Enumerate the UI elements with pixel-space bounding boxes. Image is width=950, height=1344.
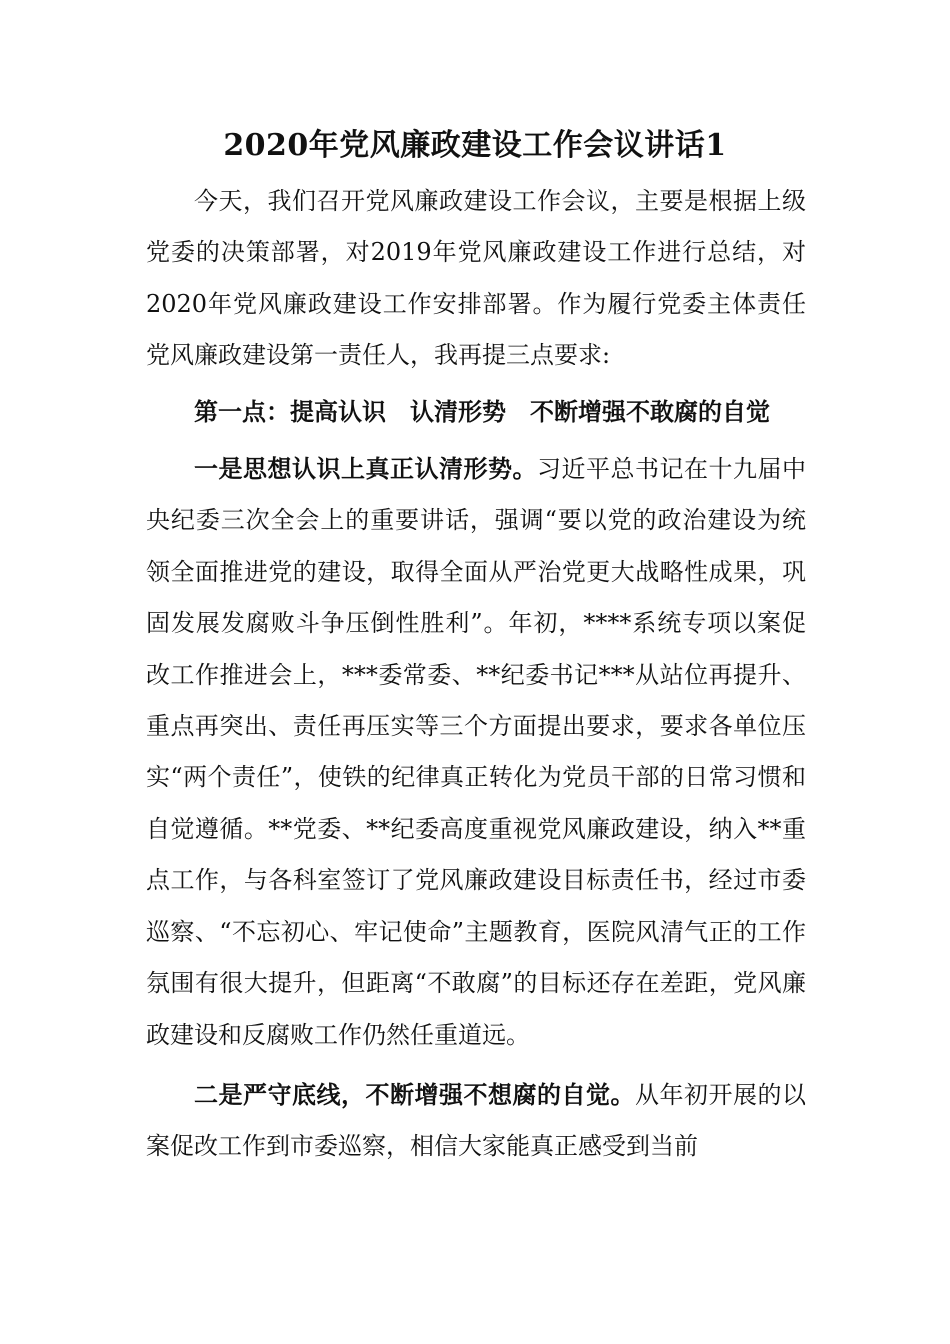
- point-two-text: 从年初开展的以案促改工作到市委巡察，相信大家能真正感受到当前: [146, 1080, 806, 1161]
- document-body: [146, 176, 806, 1173]
- point-two-paragraph: [146, 1069, 806, 1173]
- point-two-lead: 二是严守底线，不断增强不想腐的自觉。: [194, 1079, 635, 1109]
- point-one-paragraph: [146, 443, 806, 1061]
- section-heading: 第一点：提高认识 认清形势 不断增强不敢腐的自觉: [194, 396, 770, 426]
- document-title: 2020年党风廉政建设工作会议讲话1: [223, 128, 727, 163]
- point-one-text: 习近平总书记在十九届中央纪委三次全会上的重要讲话，强调“要以党的政治建设为统领全面推进党的建设，取得全面从严治党更大战略性成果，巩固发展发腐败斗争压倒性胜利”。年初，****系统专项以案促改工作推进会上，***委常委、**纪委书记***从站位再提升、重点再突出、责任再压实等三个方面提出要求，要求各单位压实“两个责任”，使铁的纪律真正转化为党员干部的日常习惯和自觉遵循。**党委、**纪委高度重视党风廉政建设，纳入**重点工作，与各科室签订了党风廉政建设目标责任书，经过市委巡察、“不忘初心、牢记使命”主题教育，医院风清气正的工作氛围有很大提升，但距离“不敢腐”的目标还存在差距，党风廉政建设和反腐败工作仍然任重道远。: [146, 455, 806, 1049]
- intro-paragraph: 今天，我们召开党风廉政建设工作会议，主要是根据上级党委的决策部署，对2019年党风廉政建设工作进行总结，对2020年党风廉政建设工作安排部署。作为履行党委主体责任党风廉政建设第一责任人，我再提三点要求:: [146, 187, 806, 370]
- point-one-lead: 一是思想认识上真正认清形势。: [194, 454, 537, 484]
